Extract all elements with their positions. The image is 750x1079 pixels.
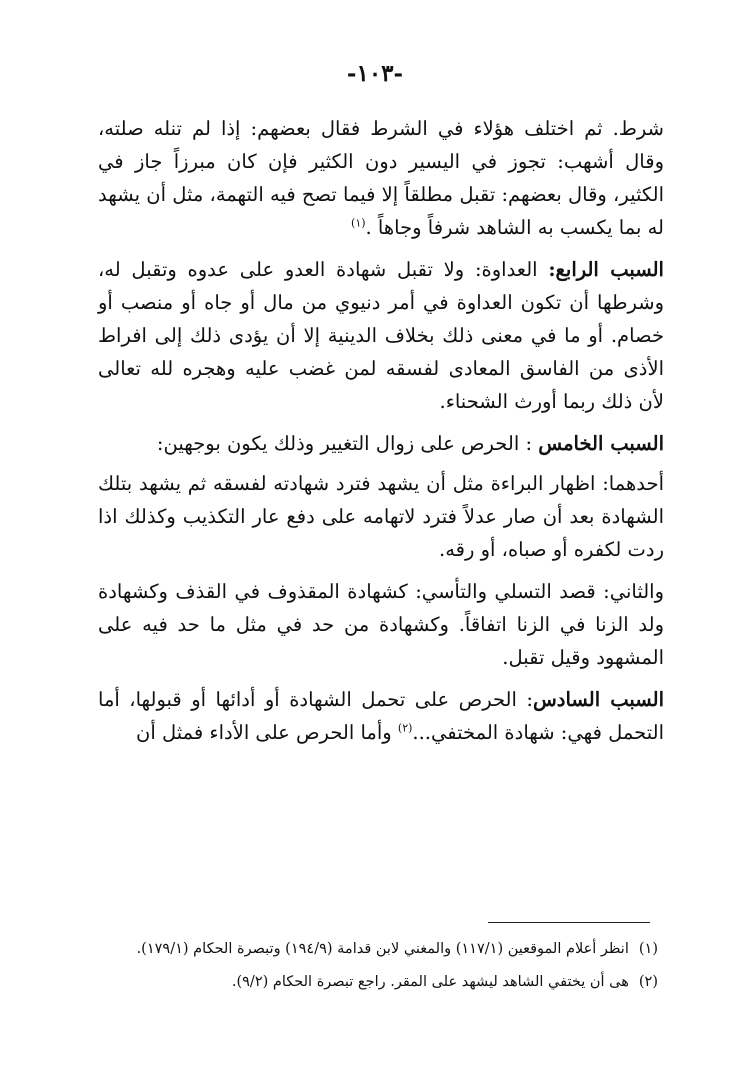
paragraph-2 [98,253,664,418]
paragraph-3 [98,427,664,460]
paragraph-text: : الحرص على تحمل الشهادة أو أدائها أو قبولها، أما التحمل فهي: شهادة المختفي... [98,688,664,744]
paragraph-text: شرط. ثم اختلف هؤلاء في الشرط فقال بعضهم: إذا لم تنله صلته، وقال أشهب: تجوز في اليسير دون الكثير فإن كان مبرزاً جاز في الكثير، وقال بعضهم: تقبل مطلقاً إلا فيما تصح فيه التهمة، مثل أن يشهد له بما يكسب به الشاهد شرفاً وجاهاً . [98,117,664,239]
section-heading-sixth-reason: السبب السادس [532,688,664,711]
paragraph-text: أحدهما: اظهار البراءة مثل أن يشهد فترد شهادته لفسقه ثم يشهد بتلك الشهادة بعد أن صار عدلاً فترد لاتهامه على دفع عار التكذيب وكذلك اذا ردت لكفره أو صباه، أو رقه. [98,472,664,561]
footnotes [98,936,658,1002]
paragraph-6 [98,683,664,749]
footnote-mark: (٢) [638,974,658,990]
footnote-reference-2: (٢) [397,721,413,735]
page-number: -١٠٣- [346,60,404,87]
footnote-mark: (١) [638,941,658,957]
footnote-1 [98,936,658,963]
paragraph-text-continued: وأما الحرص على الأداء فمثل أن [136,721,398,744]
footnote-text: انظر أعلام الموقعين (١١٧/١) والمغني لابن قدامة (١٩٤/٩) وتبصرة الحكام (١٧٩/١). [136,941,629,957]
footnote-reference-1: (١) [351,216,366,230]
paragraph-text: والثاني: قصد التسلي والتأسي: كشهادة المقذوف في القذف وكشهادة ولد الزنا في الزنا اتفاقاً. وكشهادة من حد في مثل ما حد فيه على المشهود وقيل تقبل. [98,580,664,669]
paragraph-text: العداوة: ولا تقبل شهادة العدو على عدوه وتقبل له، وشرطها أن تكون العداوة في أمر دنيوي من مال أو جاه أو منصب أو خصام. أو ما في معنى ذلك بخلاف الدينية إلا أن يؤدى ذلك إلى افراط الأذى من الفاسق المعادى لفسقه لمن غضب عليه وهجره لله تعالى لأن ذلك ربما أورث الشحناء. [98,258,664,413]
section-heading-fourth-reason: السبب الرابع: [548,258,664,281]
paragraph-4 [98,467,664,566]
paragraph-5 [98,575,664,674]
section-heading-fifth-reason: السبب الخامس [538,432,664,455]
footnote-separator [488,922,650,923]
paragraph-text: : الحرص على زوال التغيير وذلك يكون بوجهين: [156,432,539,455]
footnote-2 [98,969,658,996]
main-text [98,112,664,758]
footnote-text: هى أن يختفي الشاهد ليشهد على المقر. راجع تبصرة الحكام (٩/٢). [231,974,629,990]
paragraph-1 [98,112,664,244]
